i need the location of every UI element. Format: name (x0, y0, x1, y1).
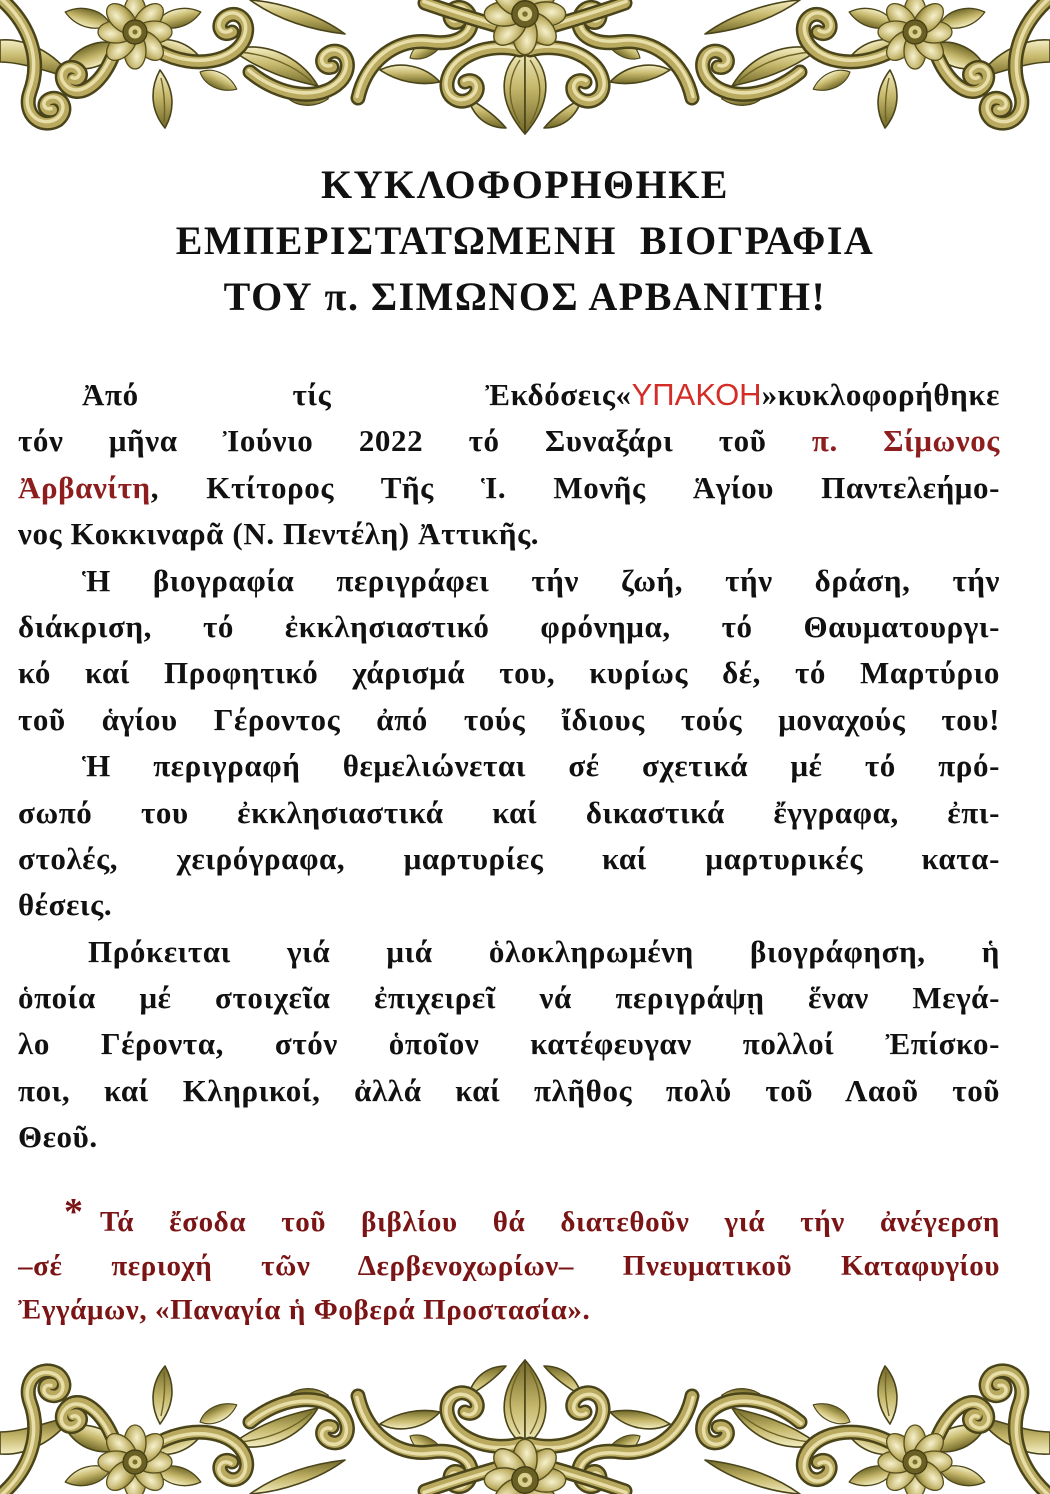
publisher-name: ΥΠΑΚΟΗ (631, 377, 762, 412)
line-text: »κυκλοφορήθηκε (761, 377, 1000, 412)
line-text: ὁποία μέ στοιχεῖα ἐπιχειρεῖ νά περιγράψῃ ἕναν Μεγά- (18, 980, 1000, 1016)
line-text: διάκριση, τό ἐκκλησιαστικό φρόνημα, τό Θαυματουργι- (18, 608, 1000, 644)
paragraph-sources (18, 743, 1000, 929)
footnote-asterisk: * (64, 1191, 84, 1233)
line-text: –σέ περιοχή τῶν Δερβενοχωρίων– Πνευματικοῦ Καταφυγίου (18, 1250, 1000, 1282)
line-text: Ἡ περιγραφή θεμελιώνεται σέ σχετικά μέ τό πρό- (82, 748, 1000, 784)
paragraph-line (18, 929, 1000, 975)
paragraph-line (18, 975, 1000, 1021)
paragraph-line (18, 604, 1000, 650)
line-text: τοῦ ἁγίου Γέροντος ἀπό τούς ἴδιους τούς μοναχούς του! (18, 701, 1000, 737)
footnote-line (18, 1244, 1000, 1288)
left-scrollwork (0, 0, 525, 134)
paragraph-line (18, 1114, 1000, 1160)
paragraph-line (18, 836, 1000, 882)
proceeds-footnote (18, 1191, 1000, 1332)
paragraph-line (18, 650, 1000, 696)
paragraph-biography (18, 558, 1000, 744)
line-text: κό καί Προφητικό χάρισμά του, κυρίως δέ, τό Μαρτύριο (18, 655, 1000, 691)
line-text: Θεοῦ. (18, 1119, 98, 1155)
line-text: θέσεις. (18, 887, 113, 923)
footnote-line (18, 1191, 1000, 1244)
paragraph-line (18, 372, 1000, 418)
article-body (18, 372, 1000, 1161)
subject-name: Ἀρβανίτη (18, 469, 151, 505)
paragraph-line (18, 558, 1000, 604)
bottom-ornament-border-icon (0, 1354, 1050, 1494)
headline-line: ΤΟΥ π. ΣΙΜΩΝΟΣ ΑΡΒΑΝΙΤΗ! (223, 274, 827, 319)
headline (0, 157, 1050, 325)
subject-name: π. Σίμωνος (811, 423, 1000, 459)
line-text: Ἐγγάμων, «Παναγία ἡ Φοβερά Προστασία». (18, 1294, 591, 1326)
line-text: στολές, χειρόγραφα, μαρτυρίες καί μαρτυρικές κατα- (18, 840, 1000, 876)
headline-line: ΕΜΠΕΡΙΣΤΑΤΩΜΕΝΗ ΒΙΟΓΡΑΦΙΑ (175, 218, 875, 263)
paragraph-line (18, 1068, 1000, 1114)
paragraph-line (18, 511, 1000, 557)
line-text: , Κτίτορος Τῆς Ἱ. Μονῆς Ἁγίου Παντελεήμο- (150, 469, 1000, 505)
line-text: Ἀπό τίς Ἐκδόσεις« (82, 377, 632, 412)
top-ornament-border-icon (0, 0, 1050, 140)
paragraph-line (18, 882, 1000, 928)
floral-scroll-border (0, 0, 1050, 134)
paragraph-line (18, 418, 1000, 464)
paragraph-publication (18, 372, 1000, 558)
line-text: νος Κοκκιναρᾶ (Ν. Πεντέλη) Ἀττικῆς. (18, 516, 540, 552)
line-text: Πρόκειται γιά μιά ὁλοκληρωμένη βιογράφηση, ἡ (88, 933, 1000, 969)
line-text: λο Γέροντα, στόν ὁποῖον κατέφευγαν πολλοί Ἐπίσκο- (18, 1026, 1000, 1062)
paragraph-line (18, 1021, 1000, 1067)
headline-line: ΚΥΚΛΟΦΟΡΗΘΗΚΕ (321, 162, 729, 207)
floral-scroll-border (0, 1360, 1050, 1494)
paragraph-line (18, 790, 1000, 836)
paragraph-summary (18, 929, 1000, 1161)
footnote-line (18, 1288, 1000, 1332)
paragraph-line (18, 697, 1000, 743)
paragraph-line (18, 743, 1000, 789)
line-text: Τά ἔσοδα τοῦ βιβλίου θά διατεθοῦν γιά τήν ἀνέγερση (100, 1206, 1000, 1238)
line-text: Ἡ βιογραφία περιγράφει τήν ζωή, τήν δράση, τήν (82, 562, 1000, 598)
line-text: τόν μῆνα Ἰούνιο 2022 τό Συναξάρι τοῦ (18, 423, 812, 459)
side-flower-icon (98, 0, 172, 69)
line-text: σωπό του ἐκκλησιαστικά καί δικαστικά ἔγγραφα, ἐπι- (18, 794, 1000, 830)
line-text: ποι, καί Κληρικοί, ἀλλά καί πλῆθος πολύ τοῦ Λαοῦ τοῦ (18, 1072, 1000, 1108)
right-scrollwork (525, 0, 1050, 134)
paragraph-line (18, 465, 1000, 511)
